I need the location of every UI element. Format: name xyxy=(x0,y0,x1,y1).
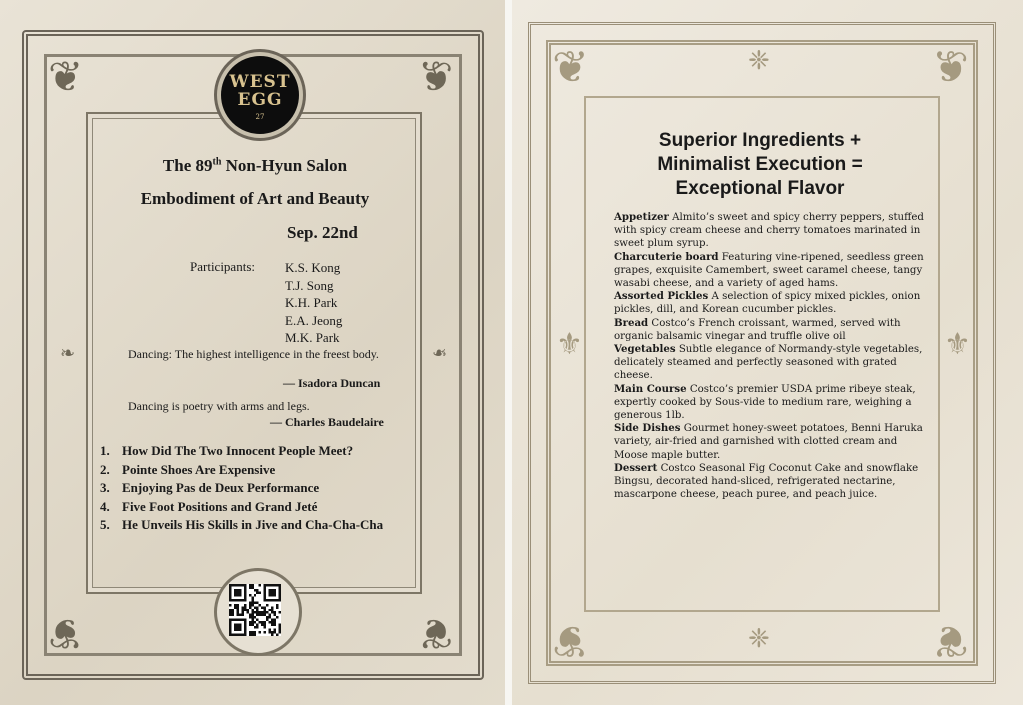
scroll-ornament-icon: ❦ xyxy=(418,52,454,101)
course-name: Appetizer xyxy=(614,211,669,223)
participant-name: K.S. Kong xyxy=(285,260,341,275)
agenda-item xyxy=(100,498,383,517)
menu-course xyxy=(614,211,926,251)
logo-text-number: 27 xyxy=(255,113,265,121)
agenda-item xyxy=(100,442,383,461)
scroll-ornament-icon: ❦ xyxy=(932,615,969,666)
menu-course-list xyxy=(614,211,926,501)
course-name: Vegetables xyxy=(614,343,676,356)
agenda-text: How Did The Two Innocent People Meet? xyxy=(122,443,354,458)
course-description: Featuring vine-ripened, seedless green grapes, exquisite Camembert, sweet caramel cheese, tangy wasabi cheese, and a variety of aged hams. xyxy=(614,251,924,290)
west-egg-logo xyxy=(217,52,303,138)
agenda-number: 2. xyxy=(100,461,110,477)
quote-author: — Charles Baudelaire xyxy=(270,415,384,429)
agenda-number: 1. xyxy=(100,443,110,458)
logo-text-west: WEST xyxy=(229,72,291,92)
course-name: Side Dishes xyxy=(614,422,681,435)
menu-title-line: Superior Ingredients + xyxy=(658,130,862,151)
scroll-ornament-icon: ❦ xyxy=(48,52,84,101)
scroll-ornament-icon: ❦ xyxy=(552,42,589,93)
agenda-text: Pointe Shoes Are Expensive xyxy=(122,461,276,477)
course-description: Subtle elegance of Normandy-style vegetables, delicately steamed and perfectly seasoned with grated cheese. xyxy=(614,344,923,382)
agenda-item xyxy=(100,516,383,535)
course-name: Assorted Pickles xyxy=(614,290,709,303)
participant-name: E.A. Jeong xyxy=(285,312,343,328)
quote-text: Dancing is poetry with arms and legs. xyxy=(128,399,310,413)
flourish-icon: ⚜ xyxy=(944,327,971,362)
participant-name: T.J. Song xyxy=(285,277,334,293)
logo-text-egg: EGG xyxy=(237,90,283,110)
crest-ornament-icon: ❈ xyxy=(748,624,770,654)
course-description: Gourmet honey-sweet potatoes, Benni Haruka variety, air-fried and garnished with clotted cream and Moose maple butter. xyxy=(614,423,923,461)
participant-name: K.H. Park xyxy=(285,295,338,310)
quote-author: — Isadora Duncan xyxy=(283,376,381,390)
course-description: Costco’s French croissant, warmed, served with organic balsamic vinegar and truffle olive oil xyxy=(614,317,901,342)
agenda-text: Five Foot Positions and Grand Jeté xyxy=(122,498,318,514)
participants-label: Participants: xyxy=(190,259,255,274)
agenda-list xyxy=(100,442,383,535)
event-date: Sep. 22nd xyxy=(287,223,358,242)
course-description: Costco Seasonal Fig Coconut Cake and snowflake Bingsu, decorated hand-sliced, refrigerated nectarine, mascarpone cheese, peach puree, and peach juice. xyxy=(614,462,919,501)
course-name: Dessert xyxy=(614,461,658,474)
scroll-ornament-icon: ❦ xyxy=(48,609,84,658)
menu-course xyxy=(614,251,926,291)
course-description: Almito’s sweet and spicy cherry peppers, stuffed with spicy cream cheese and cherry tomatoes marinated in sweet plum syrup. xyxy=(614,212,924,250)
menu-course xyxy=(614,343,926,383)
quote-text: Dancing: The highest intelligence in the freest body. xyxy=(128,347,379,361)
agenda-item xyxy=(100,461,383,480)
course-description: Costco’s premier USDA prime ribeye steak, expertly cooked by Sous-vide to medium rare, weighing a generous 1lb. xyxy=(614,383,916,422)
participant-name: M.K. Park xyxy=(285,330,340,345)
flourish-icon: ❧ xyxy=(432,343,448,364)
course-description: A selection of spicy mixed pickles, onion pickles, dill, and Korean cucumber pickles. xyxy=(614,291,921,316)
salon-subtitle: Embodiment of Art and Beauty xyxy=(140,189,370,208)
agenda-item xyxy=(100,479,383,498)
qr-code-icon[interactable] xyxy=(229,584,281,636)
menu-course xyxy=(614,462,926,502)
salon-title: The 89th Non-Hyun Salon xyxy=(162,156,348,175)
agenda-text: Enjoying Pas de Deux Performance xyxy=(122,480,320,495)
agenda-number: 5. xyxy=(100,517,110,532)
menu-title-line: Exceptional Flavor xyxy=(675,178,845,199)
agenda-text: He Unveils His Skills in Jive and Cha-Cha-Cha xyxy=(122,517,384,532)
menu-title xyxy=(600,129,920,201)
course-name: Bread xyxy=(614,316,649,329)
menu-course xyxy=(614,290,926,316)
flourish-icon: ❧ xyxy=(60,343,76,364)
flourish-icon: ⚜ xyxy=(556,327,583,362)
crest-ornament-icon: ❈ xyxy=(748,46,770,76)
course-name: Main Course xyxy=(614,382,687,395)
menu-course xyxy=(614,383,926,423)
course-name: Charcuterie board xyxy=(614,250,719,263)
menu-course xyxy=(614,317,926,343)
card-divider xyxy=(505,0,512,705)
agenda-number: 4. xyxy=(100,498,110,514)
scroll-ornament-icon: ❦ xyxy=(932,42,969,93)
scroll-ornament-icon: ❦ xyxy=(552,615,589,666)
participants-list xyxy=(285,259,342,347)
menu-title-line: Minimalist Execution = xyxy=(657,154,863,175)
scroll-ornament-icon: ❦ xyxy=(418,609,454,658)
menu-course xyxy=(614,422,926,462)
agenda-number: 3. xyxy=(100,480,110,495)
